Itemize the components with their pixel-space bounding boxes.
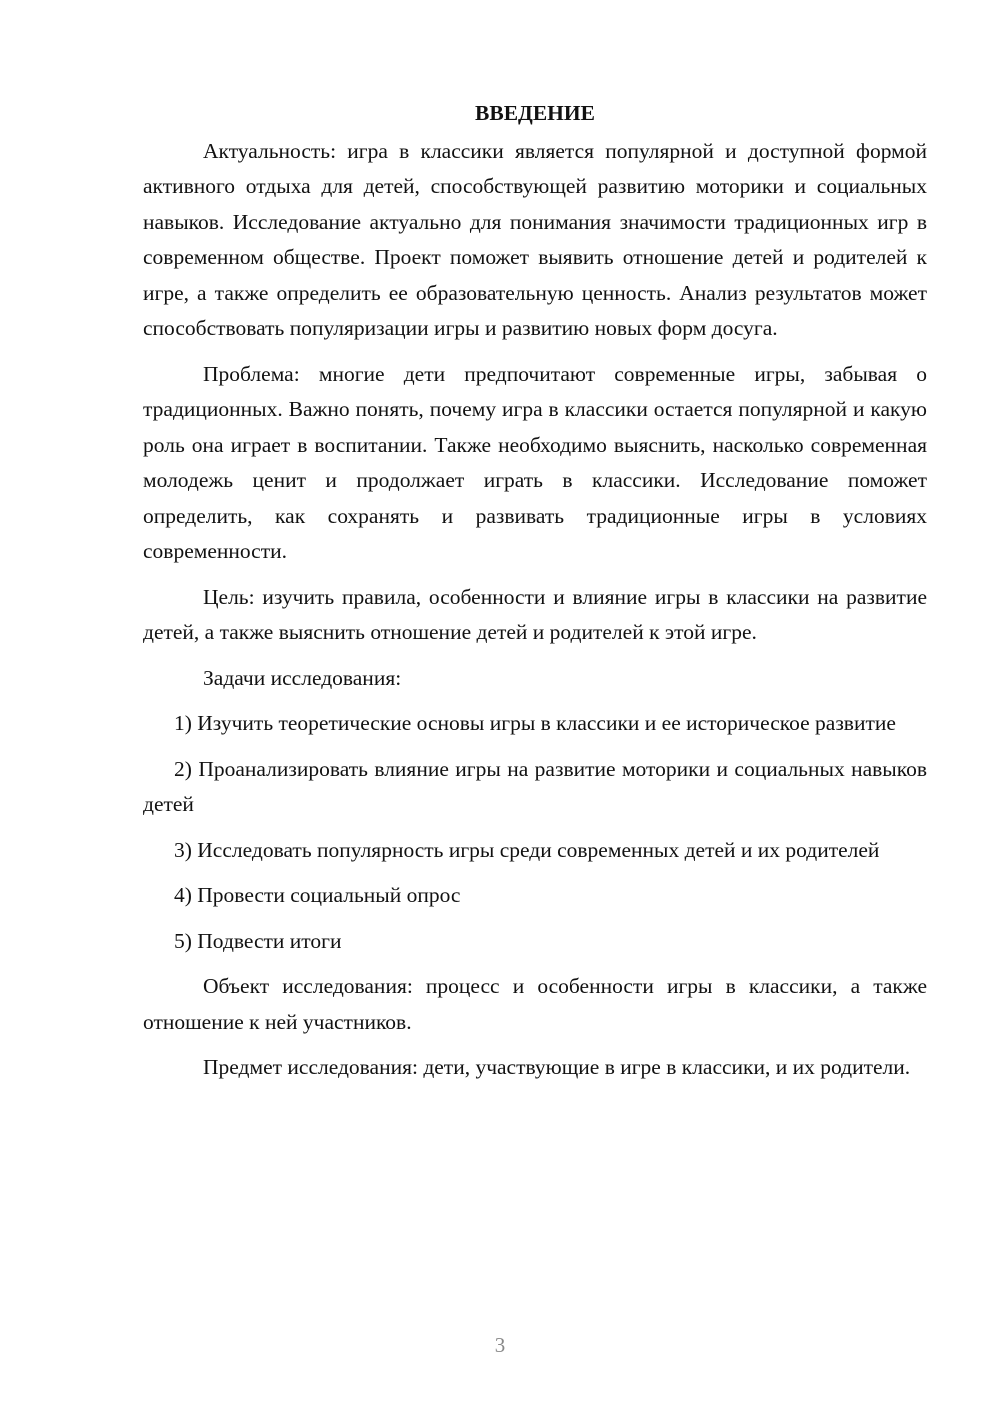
subject-paragraph: Предмет исследования: дети, участвующие в игре в классики, и их родители. [203,1055,911,1079]
task-item: 2) Проанализировать влияние игры на развитие моторики и социальных навыков детей [143,756,927,816]
goal-paragraph: Цель: изучить правила, особенности и влияние игры в классики на развитие детей, а также выяснить отношение детей и родителей к этой игре. [143,584,927,644]
relevance-paragraph: Актуальность: игра в классики является популярной и доступной формой активного отдыха для детей, способствующей развитию моторики и социальных навыков. Исследование актуально для понимания значимости традиционных игр в современном обществе. Проект поможет выявить отношение детей и родителей к игре, а также определить ее образовательную ценность. Анализ результатов может способствовать популяризации игры и развитию новых форм досуга. [143,138,927,340]
object-paragraph: Объект исследования: процесс и особенности игры в классики, а также отношение к ней участников. [143,974,927,1034]
task-item: 4) Провести социальный опрос [174,883,461,907]
page-content [143,96,927,1086]
page-number: 3 [494,1333,506,1357]
task-item: 3) Исследовать популярность игры среди современных детей и их родителей [174,837,880,862]
section-heading: ВВЕДЕНИЕ [475,101,595,125]
task-item: 1) Изучить теоретические основы игры в классики и ее историческое развитие [174,711,896,735]
task-item: 5) Подвести итоги [174,928,342,953]
problem-paragraph: Проблема: многие дети предпочитают современные игры, забывая о традиционных. Важно понять, почему игра в классики остается популярной и какую роль она играет в воспитании. Также необходимо выяснить, насколько современная молодежь ценит и продолжает играть в классики. Исследование поможет определить, как сохранять и развивать традиционные игры в условиях современности. [143,361,927,563]
tasks-title: Задачи исследования: [203,665,402,690]
